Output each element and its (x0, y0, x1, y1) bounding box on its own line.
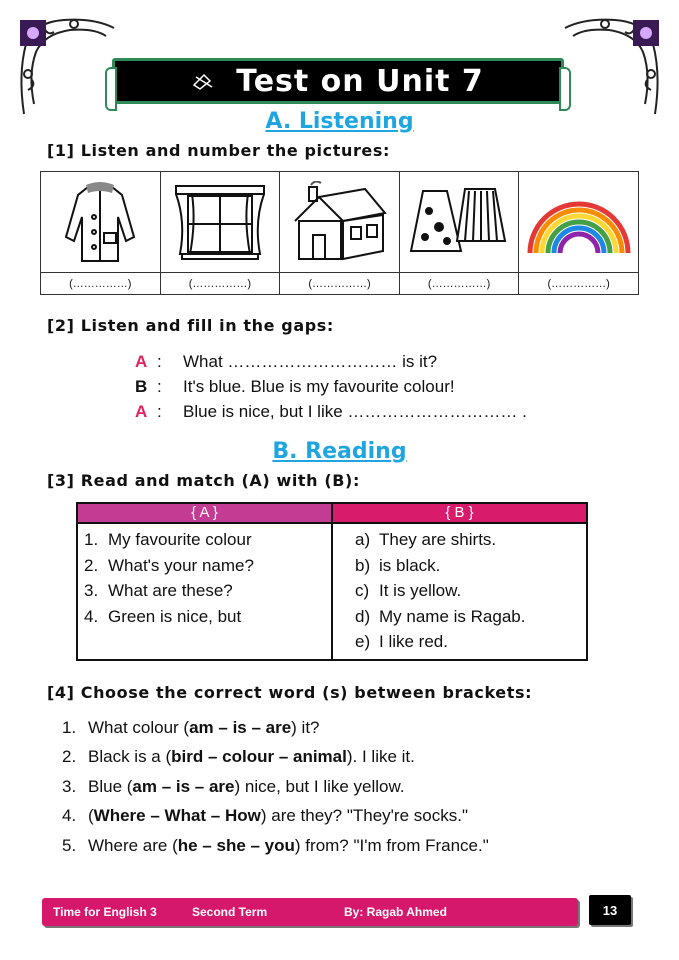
dialogue-text: It's blue. Blue is my favourite colour! (183, 376, 455, 396)
list-item: b) is black. (355, 555, 441, 575)
list-item: 5. Where are ( he – she – you ) from? "I'm from France." (62, 835, 489, 855)
q3-heading: [3] Read and match (A) with (B): (47, 471, 360, 490)
picture-number-blank[interactable]: (……………) (547, 277, 610, 290)
q1-heading: [1] Listen and number the pictures: (47, 141, 391, 160)
page-number: 13 (589, 895, 631, 925)
dialogue-line (135, 349, 527, 374)
dialogue-text[interactable]: What ………………………… is it? (183, 351, 438, 371)
footer-author: By: Ragab Ahmed (344, 905, 447, 919)
speaker-label: A (135, 401, 148, 421)
window-icon (172, 182, 268, 262)
q4-heading: [4] Choose the correct word (s) between brackets: (47, 683, 533, 702)
picture-number-blank[interactable]: (……………) (427, 277, 491, 290)
picture-cell (280, 172, 400, 294)
column-a-header: { A } (78, 504, 333, 522)
colon: : (157, 351, 162, 371)
column-b-header: { B } (333, 504, 586, 522)
picture-cell (161, 172, 281, 294)
list-item: 4. Green is nice, but (84, 606, 242, 626)
skirts-icon (409, 181, 509, 263)
choose-list (62, 713, 489, 861)
list-item: d) My name is Ragab. (355, 606, 526, 626)
word-choices[interactable]: am – is – are (132, 776, 235, 796)
footer-term: Second Term (192, 905, 268, 919)
column-a (78, 524, 333, 660)
picture-table (40, 171, 639, 295)
word-choices[interactable]: he – she – you (177, 835, 295, 855)
q2-heading: [2] Listen and fill in the gaps: (47, 316, 334, 335)
corner-ornament-right-icon (555, 14, 665, 124)
footer-bar (42, 898, 578, 926)
speaker-label: A (135, 351, 148, 371)
scroll-edge-right (559, 67, 571, 111)
list-item: a) They are shirts. (355, 530, 497, 550)
word-choices[interactable]: Where – What – How (93, 806, 261, 826)
rainbow-icon (524, 187, 634, 257)
list-item: 4. ( Where – What – How ) are they? "They're socks." (62, 806, 468, 826)
list-item: 3. What are these? (84, 581, 233, 601)
scroll-edge-left (105, 67, 117, 111)
picture-cell (519, 172, 638, 294)
page-title: Test on Unit 7 (236, 63, 484, 99)
list-item: 2. Black is a ( bird – colour – animal ). I like it. (62, 747, 415, 767)
colon: : (157, 401, 162, 421)
list-item: 1. My favourite colour (84, 530, 252, 550)
list-item: 1. What colour ( am – is – are ) it? (62, 717, 320, 737)
section-b-heading: B. Reading (272, 439, 407, 464)
list-item: e) I like red. (355, 632, 448, 652)
title-banner (112, 58, 564, 104)
footer-book: Time for English 3 (53, 905, 157, 919)
column-b (333, 524, 586, 660)
dialogue-line (135, 399, 527, 424)
word-choices[interactable]: bird – colour – animal (171, 747, 347, 767)
picture-cell (41, 172, 161, 294)
dialogue-line (135, 374, 527, 399)
list-item: 3. Blue ( am – is – are ) nice, but I like yellow. (62, 776, 405, 796)
list-item: 2. What's your name? (84, 555, 254, 575)
picture-number-blank[interactable]: (……………) (308, 277, 371, 290)
match-table (76, 502, 588, 661)
picture-cell (400, 172, 520, 294)
house-icon (289, 181, 389, 263)
dialogue-text[interactable]: Blue is nice, but I like ………………………… . (183, 401, 527, 421)
coat-icon (60, 177, 140, 267)
colon: : (157, 376, 162, 396)
dialogue (135, 349, 527, 424)
section-a-heading: A. Listening (265, 109, 414, 134)
word-choices[interactable]: am – is – are (189, 717, 292, 737)
picture-number-blank[interactable]: (……………) (188, 277, 252, 290)
list-item: c) It is yellow. (355, 581, 462, 601)
speaker-label: B (135, 376, 148, 396)
pencil-paper-icon (192, 71, 214, 91)
picture-number-blank[interactable]: (……………) (69, 277, 132, 290)
